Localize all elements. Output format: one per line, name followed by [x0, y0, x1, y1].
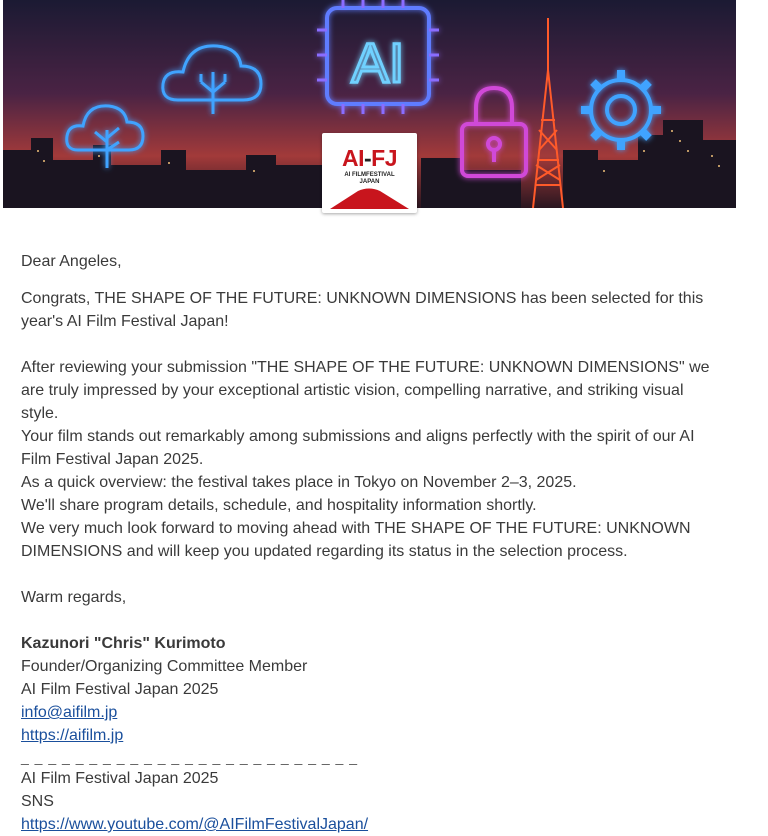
sns-label: SNS [21, 793, 54, 810]
logo-subtitle-2: JAPAN [359, 179, 380, 185]
paragraph-overview: As a quick overview: the festival takes place in Tokyo on November 2–3, 2025. [21, 474, 577, 491]
youtube-link[interactable]: https://www.youtube.com/@AIFilmFestivalJapan/ [21, 816, 369, 833]
paragraph-program: We'll share program details, schedule, and hospitality information shortly. [21, 497, 537, 514]
logo-subtitle-1: AI FILMFESTIVAL [344, 172, 395, 178]
mount-fuji-icon [330, 187, 409, 209]
signature-org: AI Film Festival Japan 2025 [21, 681, 219, 698]
website-link[interactable]: https://aifilm.jp [21, 727, 124, 744]
ai-chip-label: AI [351, 31, 405, 94]
email-link[interactable]: info@aifilm.jp [21, 704, 118, 721]
email-body [21, 250, 721, 836]
paragraph-review: After reviewing your submission "THE SHAPE OF THE FUTURE: UNKNOWN DIMENSIONS" we are truly impressed by your exceptional artistic vision, compelling narrative, and striking visual style. [21, 359, 710, 422]
closing: Warm regards, [21, 589, 127, 606]
festival-logo [322, 133, 417, 213]
footer-org: AI Film Festival Japan 2025 [21, 770, 219, 787]
signature-name: Kazunori "Chris" Kurimoto [21, 635, 226, 652]
logo-wordmark: AI-FJ [341, 145, 397, 171]
paragraph-congrats: Congrats, THE SHAPE OF THE FUTURE: UNKNOWN DIMENSIONS has been selected for this year's AI Film Festival Japan! [21, 290, 704, 330]
signature-title: Founder/Organizing Committee Member [21, 658, 308, 675]
greeting: Dear Angeles, [21, 253, 122, 270]
paragraph-lookforward: We very much look forward to moving ahead with THE SHAPE OF THE FUTURE: UNKNOWN DIMENSIONS and will keep you updated regarding its status in the selection process. [21, 520, 691, 560]
paragraph-standout: Your film stands out remarkably among submissions and aligns perfectly with the spirit of our AI Film Festival Japan 2025. [21, 428, 695, 468]
signature-divider: _ _ _ _ _ _ _ _ _ _ _ _ _ _ _ _ _ _ _ _ _ _ _ _ _ [21, 749, 359, 765]
